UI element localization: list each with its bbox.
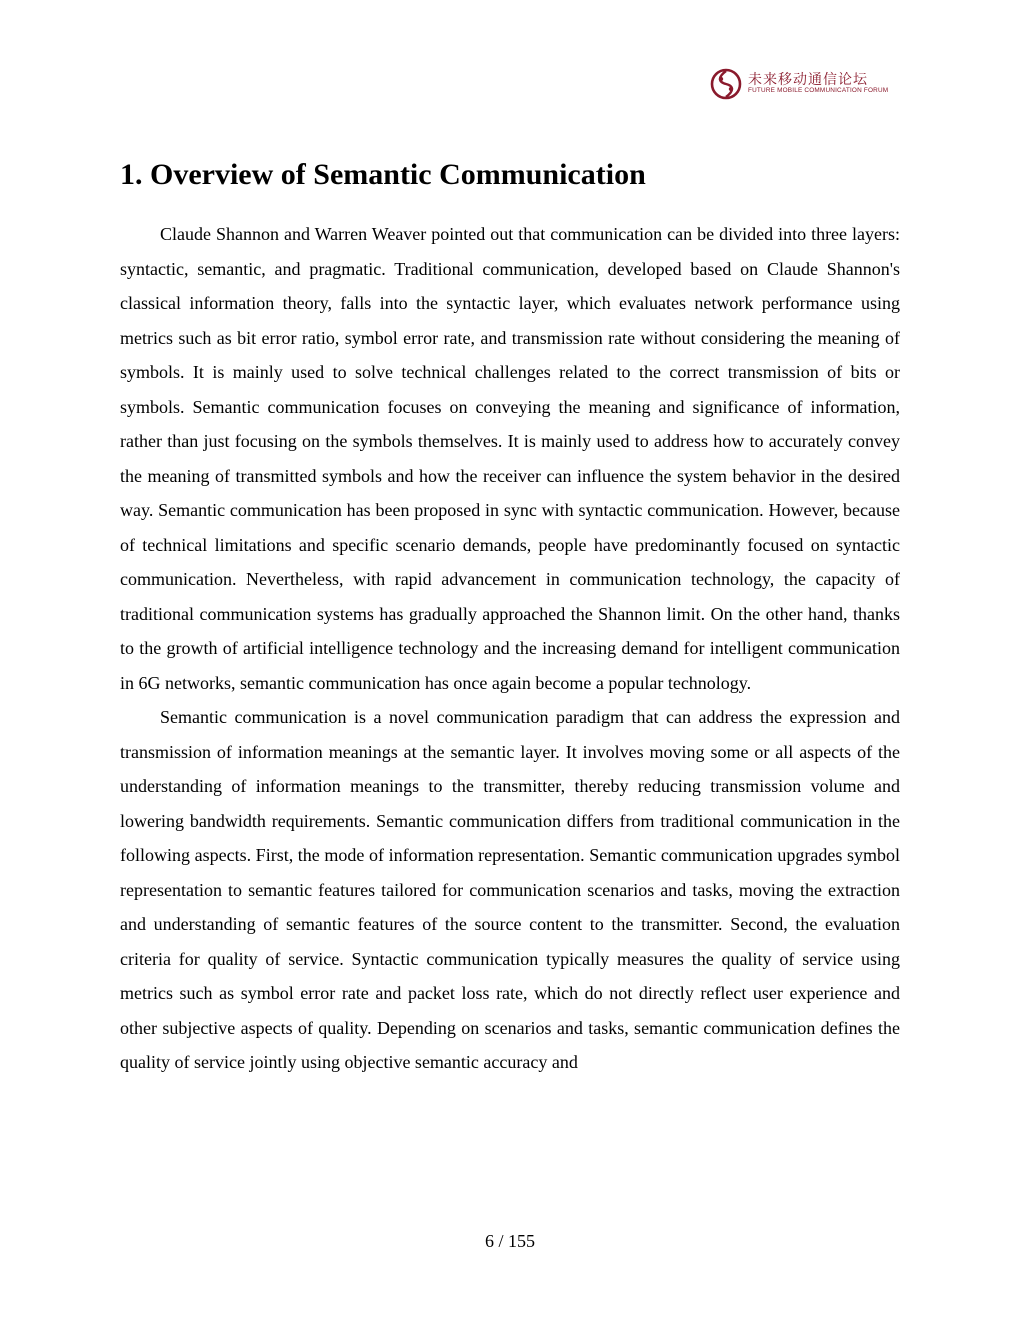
section-title: 1. Overview of Semantic Communication [120, 158, 646, 191]
forum-logo [710, 66, 889, 102]
paragraph-2: Semantic communication is a novel communication paradigm that can address the expression and transmission of information meanings at the semantic layer. It involves moving some or all aspects of the understanding of information meanings to the transmitter, thereby reducing transmission volume and lowering bandwidth requirements. Semantic communication differs from traditional communication in the following aspects. First, the mode of information representation. Semantic communication upgrades symbol representation to semantic features tailored for communication scenarios and tasks, moving the extraction and understanding of semantic features of the source content to the transmitter. Second, the evaluation criteria for quality of service. Syntactic communication typically measures the quality of service using metrics such as symbol error rate and packet loss rate, which do not directly reflect user experience and other subjective aspects of quality. Depending on scenarios and tasks, semantic communication defines the quality of service jointly using objective semantic accuracy and [120, 707, 900, 1072]
forum-logo-icon [710, 68, 742, 100]
page-number: 6 / 155 [484, 1231, 535, 1251]
logo-chinese-text: 未来移动通信论坛 [748, 72, 868, 88]
body-text [120, 217, 900, 1080]
paragraph-1: Claude Shannon and Warren Weaver pointed out that communication can be divided into three layers: syntactic, semantic, and pragmatic. Traditional communication, developed based on Claude Shannon's classical information theory, falls into the syntactic layer, which evaluates network performance using metrics such as bit error ratio, symbol error rate, and transmission rate without considering the meaning of symbols. It is mainly used to solve technical challenges related to the correct transmission of bits or symbols. Semantic communication focuses on conveying the meaning and significance of information, rather than just focusing on the symbols themselves. It is mainly used to address how to accurately convey the meaning of transmitted symbols and how the receiver can influence the system behavior in the desired way. Semantic communication has been proposed in sync with syntactic communication. However, because of technical limitations and specific scenario demands, people have predominantly focused on syntactic communication. Nevertheless, with rapid advancement in communication technology, the capacity of traditional communication systems has gradually approached the Shannon limit. On the other hand, thanks to the growth of artificial intelligence technology and the increasing demand for intelligent communication in 6G networks, semantic communication has once again become a popular technology. [120, 224, 900, 693]
logo-english-text: FUTURE MOBILE COMMUNICATION FORUM [748, 87, 889, 94]
